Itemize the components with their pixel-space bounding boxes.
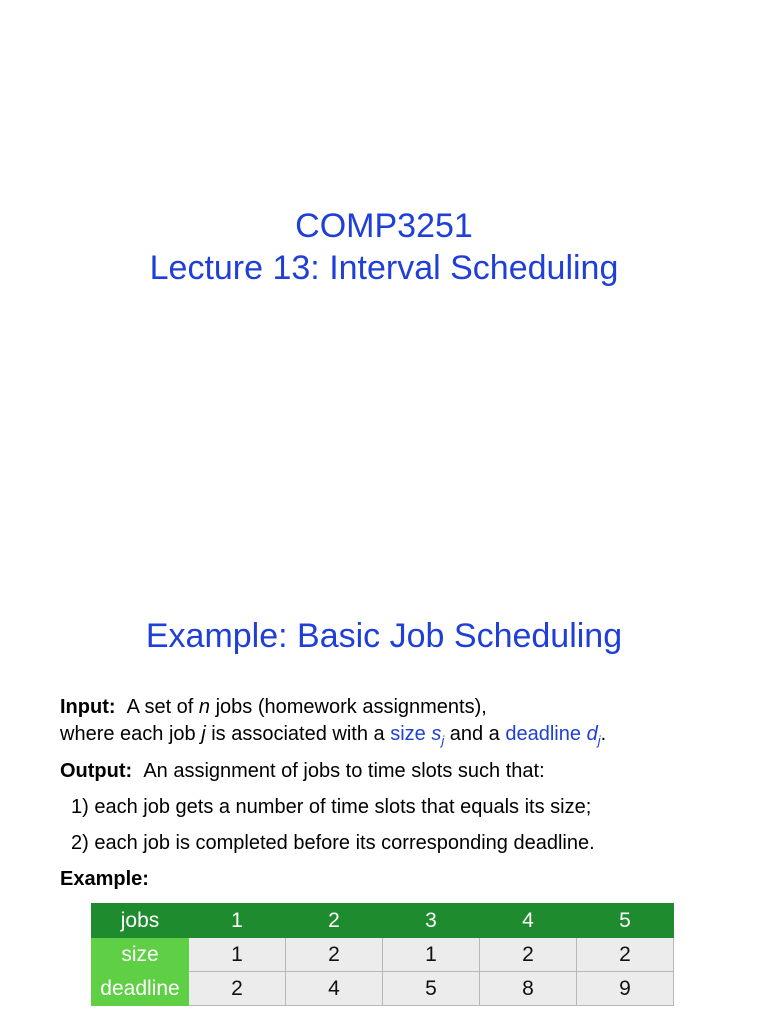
header-cell: 2: [286, 904, 383, 938]
size-term: [390, 723, 445, 748]
size-var: s: [431, 723, 442, 745]
lecture-title: Lecture 13: Interval Scheduling: [149, 249, 619, 287]
row-label: deadline: [92, 972, 189, 1006]
input-line2-a: where each job: [60, 723, 202, 745]
table-cell: 2: [286, 938, 383, 972]
input-line-2: [60, 721, 606, 754]
table-cell: 2: [577, 938, 674, 972]
jobs-table: [91, 903, 674, 1006]
table-row-size: [92, 938, 674, 972]
input-line-1: [60, 694, 487, 720]
table-cell: 5: [383, 972, 480, 1006]
header-cell: 4: [480, 904, 577, 938]
slide-title: [0, 205, 768, 289]
header-cell: 5: [577, 904, 674, 938]
output-label: Output:: [60, 760, 133, 782]
header-cell: jobs: [92, 904, 189, 938]
input-line2-c: and a: [444, 723, 506, 745]
table-row-deadline: [92, 972, 674, 1006]
output-item-2: 2) each job is completed before its corresponding deadline.: [71, 832, 595, 854]
header-cell: 1: [189, 904, 286, 938]
example-heading: Example: Basic Job Scheduling: [145, 617, 623, 655]
var-j: j: [201, 723, 206, 745]
input-line2-b: is associated with a: [205, 723, 391, 745]
table-cell: 1: [189, 938, 286, 972]
header-cell: 3: [383, 904, 480, 938]
example-label-text: Example:: [60, 868, 149, 890]
row-label: size: [92, 938, 189, 972]
size-word: size: [390, 723, 432, 745]
size-sub: j: [441, 733, 445, 748]
var-n: n: [198, 696, 211, 718]
table-cell: 2: [480, 938, 577, 972]
example-label: [60, 866, 149, 892]
course-code: COMP3251: [295, 207, 473, 245]
deadline-var: d: [586, 723, 598, 745]
table-cell: 1: [383, 938, 480, 972]
deadline-word: deadline: [505, 723, 587, 745]
output-text: An assignment of jobs to time slots such that:: [143, 760, 545, 782]
deadline-sub: j: [597, 733, 601, 748]
table-cell: 4: [286, 972, 383, 1006]
table-cell: 2: [189, 972, 286, 1006]
table-cell: 9: [577, 972, 674, 1006]
input-text-2: jobs (homework assignments),: [210, 696, 487, 718]
output-item-1: 1) each job gets a number of time slots that equals its size;: [71, 796, 592, 818]
table-cell: 8: [480, 972, 577, 1006]
input-line2-end: .: [600, 723, 607, 745]
deadline-term: [505, 723, 601, 748]
output-line: [60, 758, 545, 784]
input-label: Input:: [60, 696, 116, 718]
input-text-1: A set of: [126, 696, 199, 718]
table-header-row: [92, 904, 674, 938]
